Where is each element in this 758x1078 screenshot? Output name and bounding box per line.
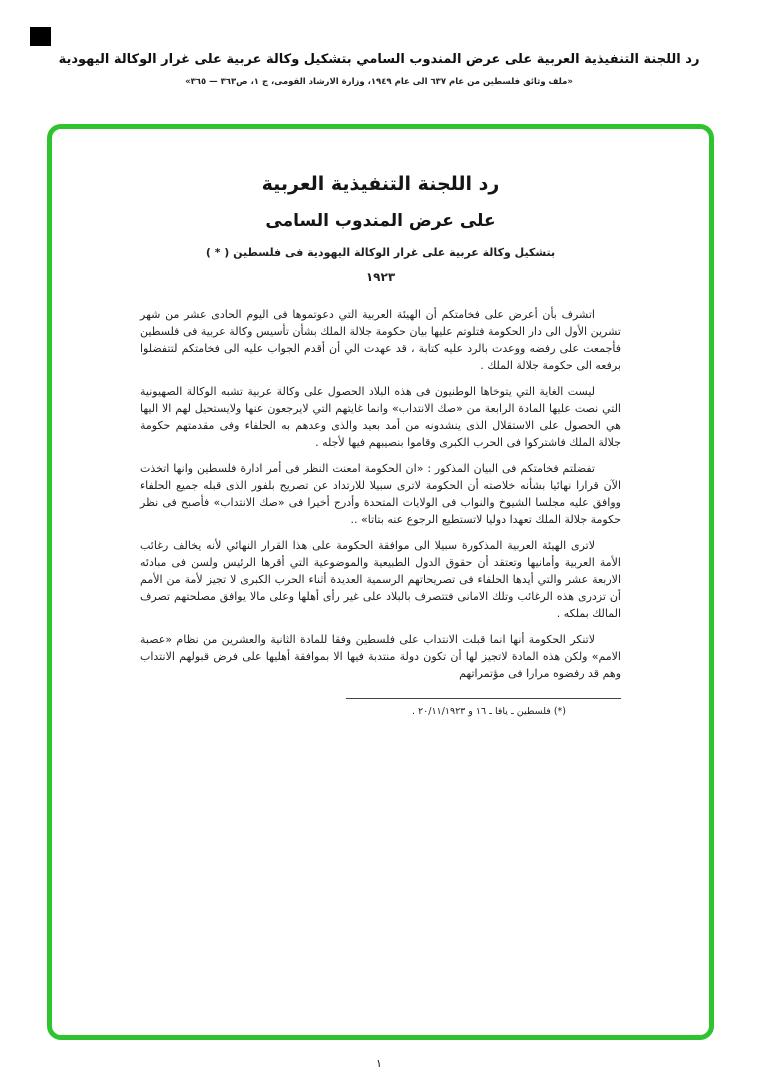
paragraph-5: لاتنكر الحكومة أنها انما قبلت الانتداب على فلسطين وفقا للمادة الثانية والعشرين من نظام «عصبة الامم» ولكن هذه المادة لاتجيز لها أن تكون دولة منتدبة فيها الا بموافقة أهليها على فرض قبولهم الانتداب وهم قد رفضوه مرارا فى مؤتمراتهم xyxy=(140,633,621,680)
scanned-document xyxy=(52,129,709,1035)
document-frame xyxy=(47,124,714,1040)
footnote-area xyxy=(140,698,621,717)
doc-year: ١٩٢٣ xyxy=(365,270,396,284)
paragraph-3: تفضلتم فخامتكم فى البيان المذكور : «ان الحكومة امعنت النظر فى أمر ادارة فلسطين وانها اتخذت الآن قرارا نهائيا بشأنه خلاصته أن الحكومة لاترى سبيلا للارتداد عن تصريح بلفور الذى قبله جميع الحلفاء ووافق عليه مجلسا الشيوخ والنواب فى الولايات المتحدة وأدرج أخيرا فى «صك الانتداب» فأصبح فى نظر حكومة جلالة الملك تعهدا دوليا لاتستطيع الرجوع عنه بتاتا» .. xyxy=(140,462,621,526)
paragraph-2: ليست الغاية التي يتوخاها الوطنيون فى هذه البلاد الحصول على وكالة عربية تشبه الوكالة الصهيونية التي نصت عليها المادة الرابعة من «صك الانتداب» وانما غايتهم التي لايرجعون عنها ولايستحيل لهم الا اليها هي الحصول على الاستقلال الذى ينشدونه من أمد بعيد والذى وعدهم به الحلفاء وفى مقدمتهم حكومة جلالة الملك فاشتركوا فى الحرب الكبرى وقاموا بنصيبهم فيها لأجله . xyxy=(140,385,621,449)
page-header xyxy=(29,50,729,87)
doc-subtitle: بتشكيل وكالة عربية على غرار الوكالة اليهودية فى فلسطين ( * ) xyxy=(205,246,556,259)
doc-title-line1: رد اللجنة التنفيذية العربية xyxy=(261,173,500,195)
header-source-citation: «ملف وثائق فلسطين من عام ٦٣٧ الى عام ١٩٤٩، وزارة الارشاد القومى، ج ١، ص٣٦٣ — ٣٦٥» xyxy=(185,76,573,87)
doc-body xyxy=(140,306,621,682)
paragraph-1: اتشرف بأن أعرض على فخامتكم أن الهيئة العربية التي دعوتموها فى اليوم الحادى عشر من شهر تشرين الأول الى دار الحكومة فتلوتم عليها بيان حكومة جلالة الملك بشأن تأسيس وكالة عربية فى فلسطين فأجمعت على رفضه ووعدت بالرد عليه كتابة ، قد عهدت الي أن أقدم الجواب عليه الى فخامتكم لتتفضلوا برفعه الى حكومة جلالة الملك . xyxy=(140,308,621,372)
header-title: رد اللجنة التنفيذية العربية على عرض المندوب السامي بتشكيل وكالة عربية على غرار الوكالة اليهودية xyxy=(58,52,700,67)
footnote: (*) فلسطين ـ يافا ـ ١٦ و ٢٠/١١/١٩٢٣ . xyxy=(412,706,566,717)
doc-title-line2: على عرض المندوب السامى xyxy=(265,211,496,231)
page-number: ١ xyxy=(376,1057,382,1070)
corner-black-square xyxy=(30,27,51,46)
paragraph-4: لاترى الهيئة العربية المذكورة سبيلا الى موافقة الحكومة على هذا القرار النهائي لأنه يخالف رغائب الأمة العربية وأمانيها وتعتقد أن حقوق الدول الطبيعية والموضوعية التي أقرها الرئيس ولسن فى مبادئه الاربعة عشر والتي أيدها الحلفاء فى تصريحاتهم الرسمية العديدة أثناء الحرب الكبرى لا تجيز لأمة من الأمم أن تزدرى هذه الرغائب وتلك الامانى فتتصرف بالبلاد على غير رأى أهلها وعلى مالا يوافق مصلحتهم تصرف المالك بملكه . xyxy=(140,539,621,620)
footnote-divider xyxy=(346,698,621,699)
